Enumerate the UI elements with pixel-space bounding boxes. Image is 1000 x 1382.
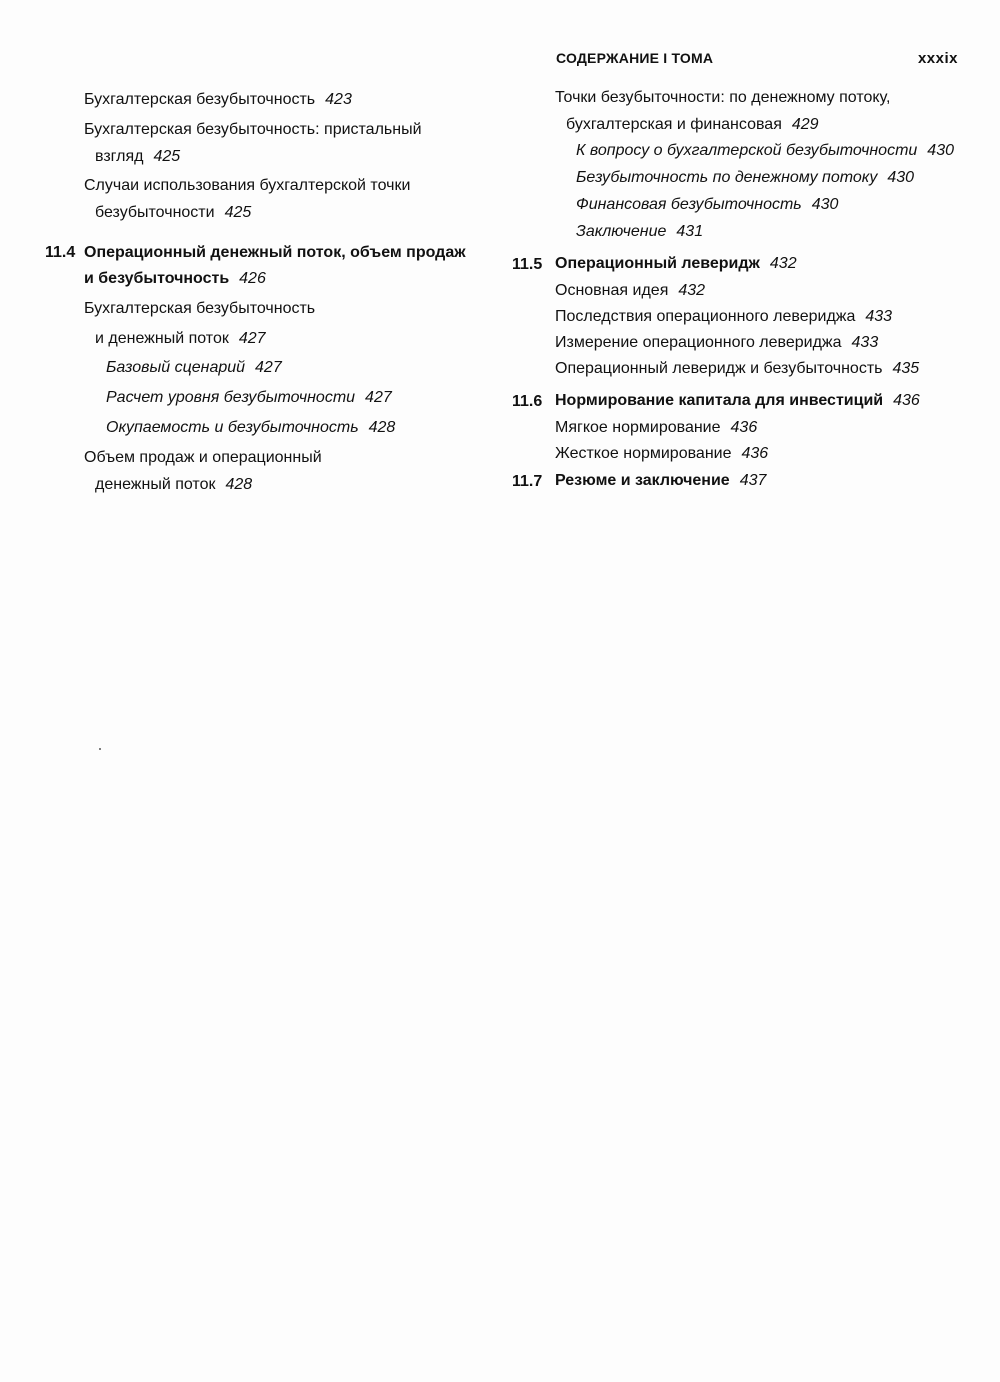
section-number: 11.6 — [512, 393, 543, 410]
toc-page-number: 435 — [892, 360, 920, 377]
section-title-text: Операционный денежный поток, объем продаж — [84, 244, 466, 261]
toc-page-number: 423 — [325, 91, 352, 108]
toc-subentry — [106, 418, 395, 438]
toc-page-number: 428 — [225, 476, 253, 493]
toc-page-number: 431 — [676, 223, 704, 240]
toc-entry-continued — [95, 475, 252, 495]
section-title — [555, 254, 797, 274]
toc-page-number: 426 — [239, 270, 266, 287]
toc-entry — [84, 299, 315, 319]
toc-entry-text: Точки безубыточности: по денежному потоку, — [555, 89, 891, 106]
toc-entry-text: Измерение операционного левериджа — [555, 334, 842, 351]
toc-page-number: 427 — [238, 330, 266, 347]
toc-page-number: 427 — [255, 359, 282, 376]
toc-entry-text: Бухгалтерская безубыточность — [84, 91, 316, 108]
toc-subentry — [576, 222, 703, 242]
toc-entry-text: и денежный поток — [95, 330, 229, 347]
section-title-continued — [84, 269, 266, 289]
toc-entry-text: Жесткое нормирование — [555, 445, 732, 462]
section-title-text: Операционный леверидж — [555, 255, 760, 272]
section-title-text: Нормирование капитала для инвестиций — [555, 392, 884, 409]
section-title — [555, 471, 766, 491]
toc-entry — [555, 88, 890, 108]
toc-entry-text: Финансовая безубыточность — [576, 196, 802, 213]
toc-page-number: 429 — [791, 116, 819, 133]
toc-entry-continued — [566, 115, 819, 135]
toc-entry — [555, 444, 768, 464]
toc-entry-text: Случаи использования бухгалтерской точки — [84, 177, 411, 194]
toc-entry-text: Заключение — [576, 223, 667, 240]
toc-entry-text: Бухгалтерская безубыточность: пристальный — [84, 121, 422, 138]
toc-page-number: 432 — [769, 255, 797, 272]
section-title — [555, 391, 920, 411]
toc-subentry — [106, 388, 392, 408]
toc-entry-text: Бухгалтерская безубыточность — [84, 300, 316, 317]
toc-entry-continued — [95, 329, 266, 349]
toc-subentry — [106, 358, 282, 378]
toc-entry-text: К вопросу о бухгалтерской безубыточности — [576, 142, 918, 159]
toc-entry — [555, 359, 919, 379]
toc-entry-text: Последствия операционного левериджа — [555, 308, 856, 325]
header-title: СОДЕРЖАНИЕ I ТОМА — [556, 50, 714, 66]
toc-entry-text: Мягкое нормирование — [555, 419, 721, 436]
toc-entry-text: Основная идея — [555, 282, 669, 299]
toc-page-number: 430 — [887, 169, 915, 186]
toc-page-number: 437 — [739, 472, 767, 489]
toc-entry — [84, 120, 422, 140]
toc-entry — [84, 90, 352, 110]
toc-entry — [555, 333, 878, 353]
section-title — [84, 243, 466, 263]
toc-page-number: 425 — [224, 204, 252, 221]
toc-subentry — [576, 141, 954, 161]
toc-entry-continued — [95, 203, 251, 223]
toc-page-number: 436 — [730, 419, 758, 436]
section-title-text: и безубыточность — [84, 270, 230, 287]
toc-entry-text: бухгалтерская и финансовая — [566, 116, 782, 133]
toc-entry — [555, 307, 892, 327]
toc-page-number: 433 — [865, 308, 893, 325]
toc-entry-text: взгляд — [95, 148, 144, 165]
toc-page-number: 428 — [368, 419, 396, 436]
toc-entry — [84, 448, 322, 468]
toc-entry-text: Расчет уровня безубыточности — [106, 389, 356, 406]
toc-page-number: 436 — [893, 392, 920, 409]
toc-page-number: 433 — [851, 334, 879, 351]
section-title-text: Резюме и заключение — [555, 472, 730, 489]
toc-entry-text: Базовый сценарий — [106, 359, 246, 376]
section-number: 11.4 — [45, 244, 76, 261]
toc-entry — [555, 418, 757, 438]
section-number: 11.5 — [512, 256, 543, 273]
toc-entry-text: Операционный леверидж и безубыточность — [555, 360, 883, 377]
toc-subentry — [576, 168, 914, 188]
toc-page-number: 430 — [811, 196, 839, 213]
toc-entry — [555, 281, 705, 301]
scan-speck — [99, 748, 101, 750]
toc-page-number: 430 — [927, 142, 954, 159]
toc-entry — [84, 176, 410, 196]
toc-entry-continued — [95, 147, 180, 167]
toc-page-number: 436 — [741, 445, 769, 462]
toc-entry-text: безубыточности — [95, 204, 215, 221]
toc-entry-text: Окупаемость и безубыточность — [106, 419, 359, 436]
section-number: 11.7 — [512, 473, 543, 490]
toc-entry-text: Объем продаж и операционный — [84, 449, 322, 466]
toc-subentry — [576, 195, 838, 215]
toc-page-number: 432 — [678, 282, 706, 299]
toc-entry-text: Безубыточность по денежному потоку — [576, 169, 878, 186]
toc-page-number: 425 — [153, 148, 181, 165]
running-header — [556, 50, 958, 72]
header-page-number: xxxix — [917, 50, 958, 67]
toc-page-number: 427 — [365, 389, 392, 406]
toc-entry-text: денежный поток — [95, 476, 216, 493]
